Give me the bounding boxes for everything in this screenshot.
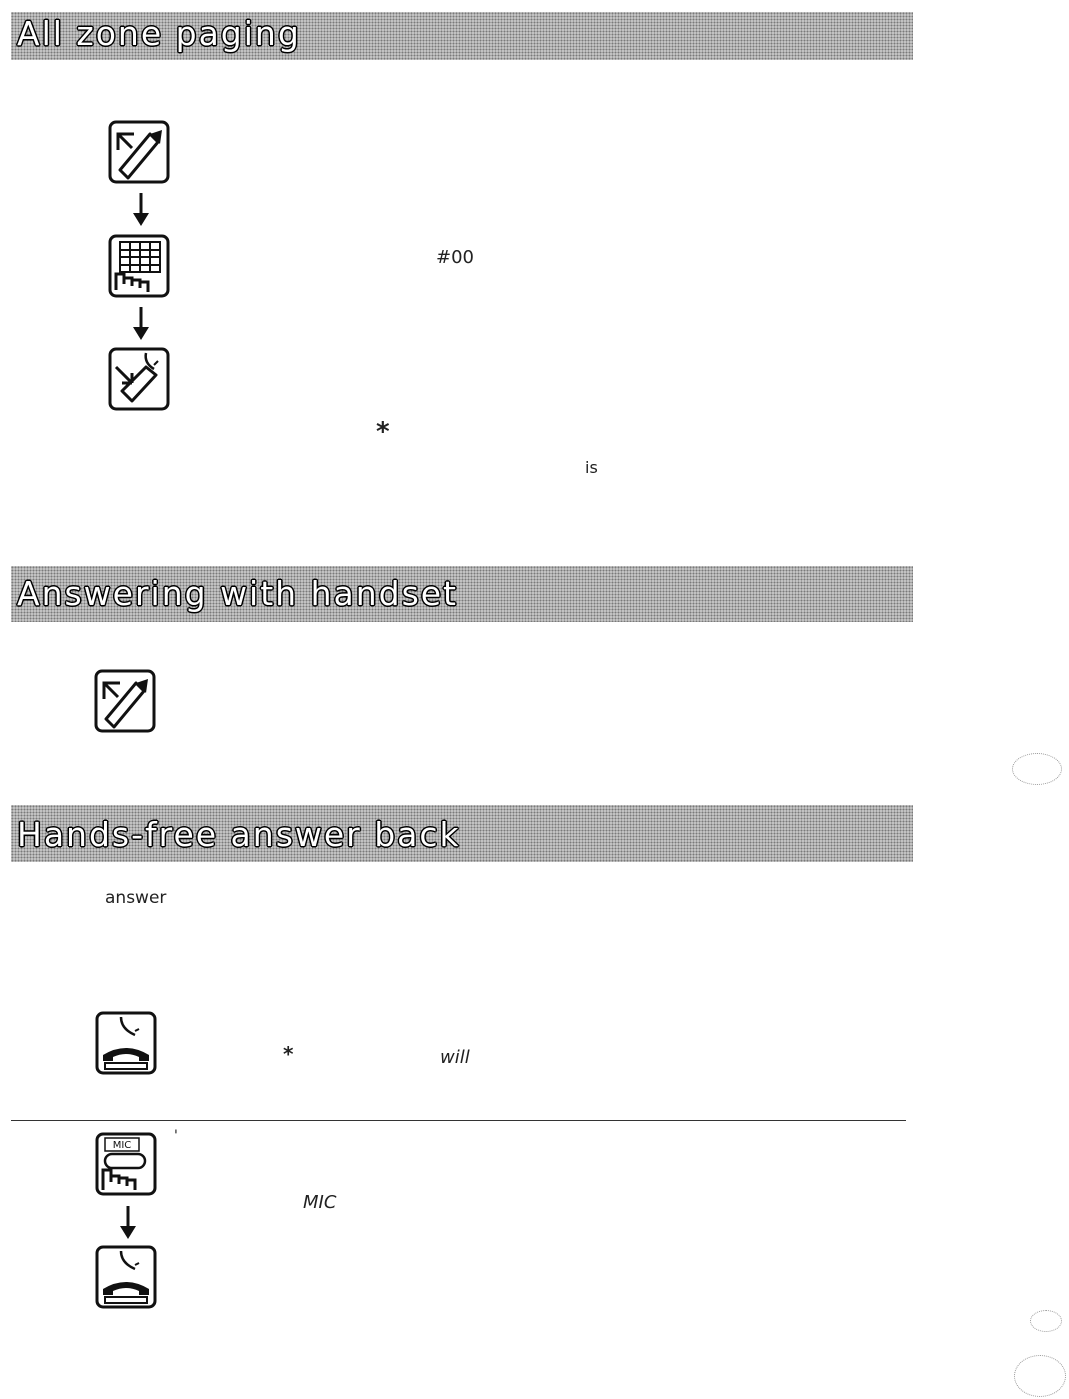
hang-up-icon [108,347,170,411]
will-word: will [440,1047,470,1068]
on-hook-handset-icon [95,1011,157,1075]
tick-mark: ' [174,1128,178,1144]
star-mark: * [376,417,390,447]
section-title: Answering with handset [17,574,458,613]
scan-speck [1012,753,1062,785]
scan-speck [1014,1355,1066,1397]
star-mark: * [283,1042,294,1066]
mic-word: MIC [303,1192,337,1213]
divider-line [11,1120,906,1121]
section-title: Hands-free answer back [17,815,461,854]
lift-handset-icon [108,120,170,184]
scan-speck [1030,1310,1062,1332]
down-arrow-icon [131,307,151,341]
text-fragment: is [585,458,598,477]
dial-code: #00 [436,247,474,268]
section-banner-answering-with-handset [11,566,913,622]
on-hook-handset-icon [95,1245,157,1309]
lift-handset-icon [94,669,156,733]
mic-key-icon [95,1132,157,1196]
down-arrow-icon [118,1206,138,1240]
mic-key-label: MIC [112,1140,132,1151]
answer-word: answer [105,888,167,908]
section-banner-hands-free-answer-back [11,805,913,862]
down-arrow-icon [131,193,151,227]
dial-keypad-icon [108,234,170,298]
section-title: All zone paging [17,14,301,53]
section-banner-all-zone-paging [11,12,913,60]
